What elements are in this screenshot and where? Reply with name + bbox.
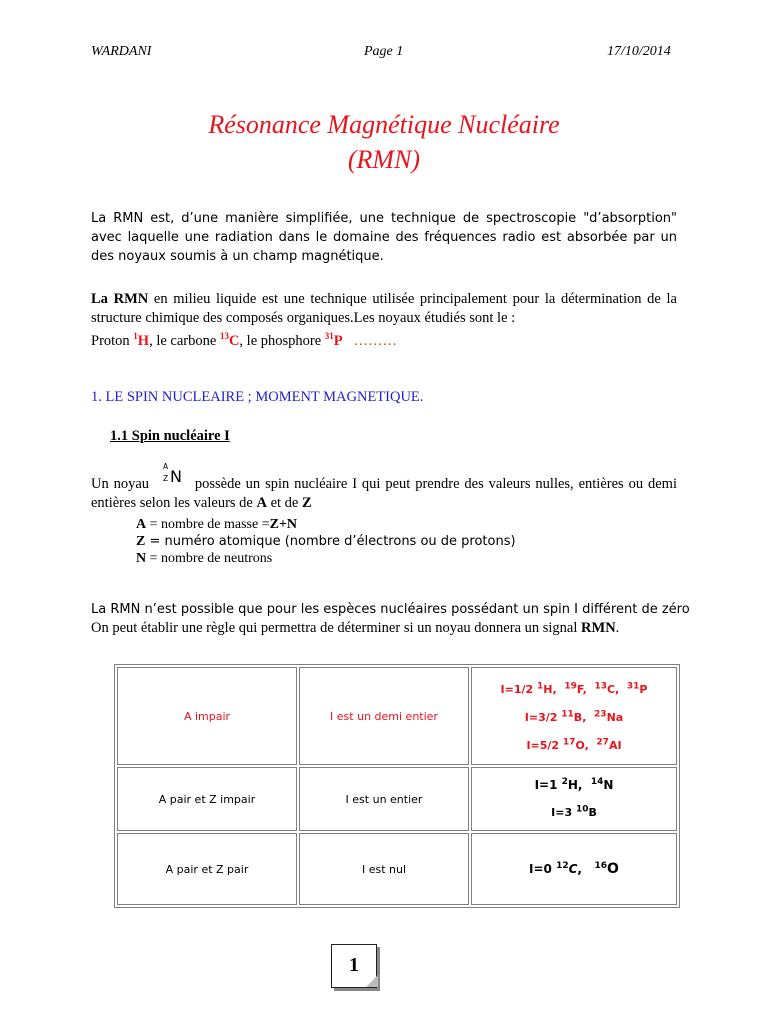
- cell-examples: [471, 833, 677, 905]
- table-row: [117, 833, 677, 905]
- p-symbol: P: [333, 333, 343, 349]
- notation-n: N: [170, 467, 182, 486]
- cell-condition: A impair: [117, 667, 297, 765]
- iso-symbol: AI: [608, 739, 622, 752]
- iso-mass: 19: [564, 681, 577, 692]
- iso-mass: 13: [594, 681, 607, 692]
- iso-mass: 23: [594, 709, 607, 720]
- rule-bold: RMN: [581, 620, 616, 636]
- iso-symbol: O: [607, 861, 619, 877]
- definition-z: [136, 533, 516, 550]
- page-number-box: 1: [331, 944, 377, 988]
- def-key: Z: [136, 534, 146, 549]
- spin-et-de: et de: [266, 495, 302, 511]
- definition-list: [136, 516, 516, 567]
- rule-line1: La RMN n’est possible que pour les espèces nucléaires possédant un spin I différent de zéro: [91, 602, 690, 617]
- header-date: 17/10/2014: [607, 44, 671, 59]
- iso-mass: 16: [594, 861, 608, 871]
- example-line: [472, 804, 676, 822]
- def-text: = numéro atomique (nombre d’électrons ou de protons): [145, 534, 516, 549]
- iso-symbol: H: [567, 778, 578, 792]
- iso-mass: 12: [556, 861, 569, 871]
- rule-text: On peut établir une règle qui permettra de déterminer si un noyau donnera un signal: [91, 620, 582, 636]
- header-author: WARDANI: [91, 44, 152, 59]
- notation-z: Z: [163, 474, 169, 483]
- cell-spin: I est un demi entier: [299, 667, 469, 765]
- example-line: I=3/2 $^{11}$B, $^{23}$Na: [524, 709, 624, 724]
- p-mass: 31: [324, 331, 334, 342]
- cell-examples: [471, 667, 677, 765]
- iso-symbol: B: [573, 711, 583, 724]
- iso-symbol: Na: [606, 711, 624, 724]
- iso-mass: 14: [590, 777, 604, 787]
- table-row: [117, 667, 677, 765]
- iso-mass: 1: [536, 681, 544, 692]
- rule-paragraph: [91, 600, 690, 638]
- nmr-text: en milieu liquide est une technique utilisée principalement pour la détermination de la structure chimique des composés organiques.Les noyaux étudiés sont le :: [91, 291, 677, 326]
- h-mass: 1: [133, 331, 138, 342]
- def-extra: Z+N: [269, 517, 298, 532]
- example-label: I=3/2: [524, 711, 562, 724]
- subsection-heading: 1.1 Spin nucléaire I: [110, 428, 230, 444]
- notation-a: A: [163, 462, 169, 471]
- spin-z-bold: Z: [302, 495, 312, 511]
- spin-before: Un noyau: [91, 476, 154, 492]
- spin-a-bold: A: [256, 495, 267, 511]
- def-key: N: [136, 551, 147, 566]
- iso-mass: 31: [626, 681, 640, 692]
- document-title-abbrev: (RMN): [347, 145, 421, 174]
- cell-spin: I est nul: [299, 833, 469, 905]
- iso-symbol: F: [576, 683, 583, 696]
- iso-symbol: H: [543, 683, 553, 696]
- example-label: I=1: [534, 778, 562, 792]
- example-label: I=5/2: [526, 739, 563, 752]
- iso-symbol: P: [639, 683, 648, 696]
- spin-after: possède un spin nucléaire I qui peut prendre des valeurs nulles, entières ou demi entières selon les valeurs de: [91, 476, 677, 511]
- spin-paragraph: [91, 475, 677, 513]
- c-symbol: C: [228, 333, 240, 349]
- header-page: Page 1: [364, 44, 404, 59]
- cell-condition: A pair et Z impair: [117, 767, 297, 831]
- def-key: A: [136, 517, 147, 532]
- iso-symbol: C: [606, 683, 616, 696]
- proton-label: Proton: [91, 333, 134, 349]
- ellipsis: ………: [353, 333, 398, 349]
- example-line: I=1/2 $^1$H, $^{19}$F, $^{13}$C, $^{31}$P: [500, 681, 648, 696]
- document-title: Résonance Magnétique Nucléaire: [208, 110, 560, 139]
- iso-symbol: C: [568, 862, 578, 876]
- iso-symbol: B: [588, 806, 597, 819]
- intro-text: La RMN est, d’une manière simplifiée, une technique de spectroscopie "d’absorption" avec laquelle une radiation dans le domaine des fréquences radio est absorbée par un des noyaux soumis à un champ magnétique.: [91, 211, 677, 264]
- cell-condition: A pair et Z pair: [117, 833, 297, 905]
- c-mass: 13: [219, 331, 229, 342]
- rule-end: .: [615, 620, 620, 636]
- example-line: I=1 $^2$H, $^{14}$N: [534, 777, 614, 792]
- h-symbol: H: [137, 333, 150, 349]
- example-line: I=0 $^{12}$C, $^{16}$O: [529, 861, 619, 877]
- example-label: I=1/2: [500, 683, 537, 696]
- nmr-bold: La RMN: [91, 291, 149, 307]
- table-row: [117, 767, 677, 831]
- iso-mass: 10: [575, 804, 589, 815]
- cell-examples: [471, 767, 677, 831]
- nuclei-line: [91, 332, 677, 351]
- example-label: I=3: [551, 806, 576, 819]
- iso-symbol: N: [603, 778, 614, 792]
- phosphore-label: , le phosphore: [239, 333, 325, 349]
- definition-a: [136, 516, 516, 533]
- iso-mass: 27: [596, 737, 609, 748]
- example-label: I=0: [529, 862, 557, 876]
- iso-mass: 17: [562, 737, 576, 748]
- iso-mass: 2: [561, 777, 568, 787]
- example-line: I=5/2 $^{17}$O, $^{27}$AI: [526, 737, 622, 752]
- def-text: = nombre de neutrons: [146, 551, 273, 566]
- intro-paragraph: [91, 209, 677, 266]
- cell-spin: I est un entier: [299, 767, 469, 831]
- section-heading: 1. LE SPIN NUCLEAIRE ; MOMENT MAGNETIQUE.: [91, 389, 424, 405]
- iso-symbol: O: [575, 739, 585, 752]
- carbone-label: , le carbone: [149, 333, 220, 349]
- def-text: = nombre de masse =: [146, 517, 270, 532]
- spin-rules-table: [114, 664, 680, 908]
- iso-mass: 11: [561, 709, 574, 720]
- nmr-paragraph: [91, 290, 677, 328]
- rule-line2: [91, 619, 677, 638]
- definition-n: [136, 550, 516, 567]
